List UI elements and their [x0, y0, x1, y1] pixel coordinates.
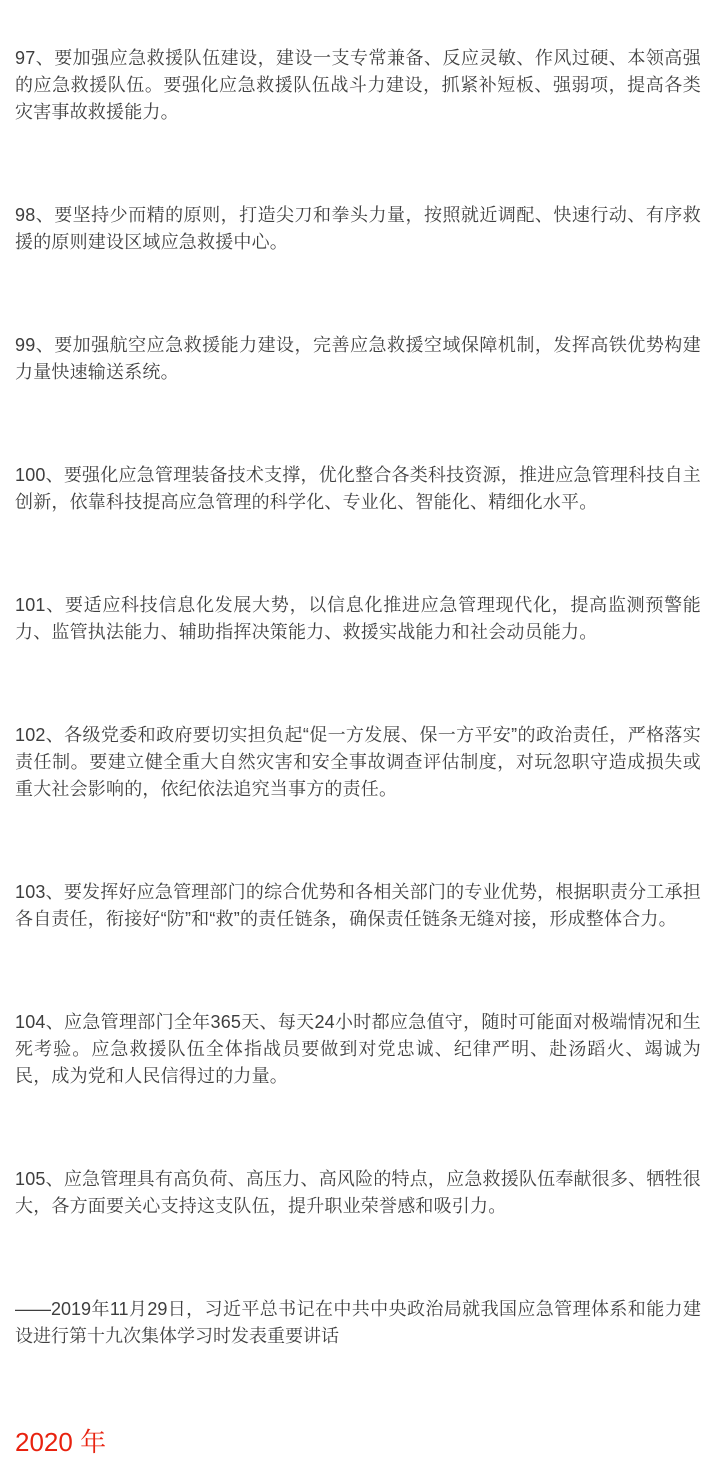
quote-item-98: 98、要坚持少而精的原则，打造尖刀和拳头力量，按照就近调配、快速行动、有序救援的原则建设区域应急救援中心。: [15, 205, 701, 252]
quote-item-102: 102、各级党委和政府要切实担负起“促一方发展、保一方平安”的政治责任，严格落实责任制。要建立健全重大自然灾害和安全事故调查评估制度，对玩忽职守造成损失或重大社会影响的，依纪依法追究当事方的责任。: [15, 725, 701, 799]
quote-item-99: 99、要加强航空应急救援能力建设，完善应急救援空域保障机制，发挥高铁优势构建力量快速输送系统。: [15, 335, 701, 382]
quote-item-103: 103、要发挥好应急管理部门的综合优势和各相关部门的专业优势，根据职责分工承担各自责任，衔接好“防”和“救”的责任链条，确保责任链条无缝对接，形成整体合力。: [15, 882, 701, 929]
attribution-line: ——2019年11月29日，习近平总书记在中共中央政治局就我国应急管理体系和能力建设进行第十九次集体学习时发表重要讲话: [15, 1299, 701, 1346]
quote-item-101: 101、要适应科技信息化发展大势，以信息化推进应急管理现代化，提高监测预警能力、监管执法能力、辅助指挥决策能力、救援实战能力和社会动员能力。: [15, 595, 701, 642]
quote-item-100: 100、要强化应急管理装备技术支撑，优化整合各类科技资源，推进应急管理科技自主创新，依靠科技提高应急管理的科学化、专业化、智能化、精细化水平。: [15, 465, 701, 512]
quote-item-104: 104、应急管理部门全年365天、每天24小时都应急值守，随时可能面对极端情况和生死考验。应急救援队伍全体指战员要做到对党忠诚、纪律严明、赴汤蹈火、竭诚为民，成为党和人民信得过的力量。: [15, 1012, 701, 1086]
year-heading: 2020 年: [15, 1427, 107, 1457]
quote-item-97: 97、要加强应急救援队伍建设，建设一支专常兼备、反应灵敏、作风过硬、本领高强的应急救援队伍。要强化应急救援队伍战斗力建设，抓紧补短板、强弱项，提高各类灾害事故救援能力。: [15, 48, 701, 122]
quote-item-105: 105、应急管理具有高负荷、高压力、高风险的特点，应急救援队伍奉献很多、牺牲很大，各方面要关心支持这支队伍，提升职业荣誉感和吸引力。: [15, 1169, 701, 1216]
